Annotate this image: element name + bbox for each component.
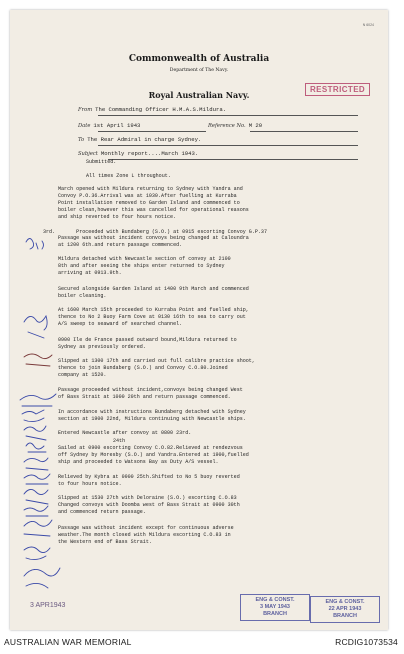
header-department: Department of The Navy. [169, 68, 229, 73]
eng-const-stamp-1 [240, 594, 310, 621]
document-page [10, 10, 388, 630]
header-ran: Royal Australian Navy. [148, 90, 250, 100]
margin-mark-4 [20, 394, 56, 406]
eng-const-stamp-1-line2: 3 MAY 1943 [260, 604, 290, 610]
margin-mark-9 [24, 474, 50, 484]
margin-mark-5 [22, 410, 44, 422]
paragraph-3rd-number: 3rd. [43, 229, 56, 236]
reference-value: M 20 [248, 122, 263, 129]
subject-value: Monthly report....March 1943. [100, 150, 199, 157]
header-commonwealth: Commonwealth of Australia [128, 54, 270, 64]
margin-mark-14 [24, 568, 60, 588]
to-value: The Rear Admiral in charge Sydney. [87, 136, 202, 143]
paragraph-final: Passage was without incident except for continuous adverse weather.The month closed with Mildura escorting C.O.83 in the Western end of Bass Strait. [58, 525, 234, 546]
paragraph-sailed: Sailed at 0900 escorting Convoy C.O.82.Relieved at rendezvous off Sydney by Moresby (S.O.) and Yandra.Entered at 1900,fuelled ship and proceeded to Watsons Bay as Duty A/S vessel. [58, 445, 249, 466]
margin-mark-6 [24, 426, 46, 440]
subject-label: Subject [78, 151, 98, 157]
margin-mark-12 [24, 520, 52, 536]
paragraph-newcastle: Entered Newcastle after convoy at 0800 23rd. [58, 430, 192, 436]
from-value: The Commanding Officer H.M.A.S.Mildura. [95, 106, 227, 113]
margin-mark-8 [24, 458, 48, 470]
paragraph-mildura-detached: Mildura detached with Newcastle section of convoy at 2100 8th and after seeing the ships enter returned to Sydney arriving at 0913.9th. [58, 256, 231, 277]
eng-const-stamp-2-line3: BRANCH [333, 613, 357, 619]
to-label: To [78, 137, 85, 143]
paragraph-passage-1: Passage was without incident convoys being changed at Caloundra at 1200 6th.and return passage commenced. [58, 235, 249, 249]
footer-record-id: RCDIG1073534 [335, 637, 398, 647]
margin-mark-3 [24, 354, 52, 366]
subject-underline [108, 159, 358, 160]
eng-const-stamp-2-line2: 22 APR 1943 [328, 606, 362, 612]
from-label: From [78, 107, 93, 113]
paragraph-garden-island: Secured alongside Garden Island at 1400 9th March and commenced boiler cleaning. [58, 286, 249, 300]
paragraph-march-opened: March opened with Mildura returning to Sydney with Yandra and Convoy P.O.36.Arrival was at 1030.After fuelling at Kurraba Point installation removed to Garden Island and commenced to boiler clean,however this was cancelled for operational reasons and ship reverted to four hours notice. [58, 186, 249, 221]
margin-mark-1 [26, 239, 44, 250]
margin-annotations [10, 10, 70, 600]
paragraph-ile-de-france: 0900 Ile de France passed outward bound,Mildura returned to Sydney as previously ordered. [58, 337, 237, 351]
paragraph-15th: At 1600 March 15th proceeded to Kurraba Point and fuelled ship, thence to No 2 Buoy Farm Cove at 0130 16th to sea to carry out A/S sweep to seaward of searched channel. [58, 307, 249, 328]
margin-mark-10 [24, 489, 48, 504]
eng-const-stamp-1-line3: BRANCH [263, 611, 287, 617]
date-label: Date [78, 123, 91, 129]
paragraph-slipped-27th: Slipped at 1530 27th with Deloraine (S.O.) escorting C.O.83 Changed convoys with Doomba west of Bass Strait at 0900 30th and commenced return passage. [58, 495, 240, 516]
margin-mark-2 [24, 316, 47, 338]
restricted-stamp: RESTRICTED [305, 83, 370, 96]
eng-const-stamp-2-line1: ENG & CONST. [325, 599, 365, 605]
paragraph-bundaberg-detached: In accordance with instructions Bundaberg detached with Sydney section at 1900 22nd, Mildura continuing with Newcastle ships. [58, 409, 246, 423]
margin-mark-7 [26, 443, 46, 452]
paragraph-passage-2: Passage proceeded without incident,convoys being changed West of Bass Strait at 1000 20th and return passage commenced. [58, 387, 243, 401]
paragraph-times: All times Zone L throughout. [86, 173, 171, 179]
paragraph-24th-day: 24th [113, 438, 126, 444]
date-value: 1st April 1943 [93, 122, 141, 129]
eng-const-stamp-1-line1: ENG & CONST. [255, 597, 295, 603]
paragraph-kybra: Relieved by Kybra at 0900 25th.Shifted to No 5 buoy reverted to four hours notice. [58, 474, 240, 488]
margin-mark-11 [24, 506, 48, 516]
margin-mark-13 [24, 547, 50, 560]
paragraph-3rd-text: Proceeded with Bundaberg (S.O.) at 0915 escorting Convoy G.P.37 [76, 229, 267, 236]
received-date-stamp: 3 APR1943 [30, 602, 66, 609]
paragraph-submitted: Submitted. [86, 159, 117, 165]
reference-label: Reference No. [208, 123, 246, 129]
paragraph-slipped-17th: Slipped at 1300 17th and carried out full calibre practice shoot, thence to join Bundaberg (S.O.) and Convoy C.O.80.Joined company at 1520. [58, 358, 255, 379]
footer-archive-name: AUSTRALIAN WAR MEMORIAL [4, 637, 132, 647]
eng-const-stamp-2 [310, 596, 380, 623]
form-number: N 6024 [362, 23, 374, 27]
